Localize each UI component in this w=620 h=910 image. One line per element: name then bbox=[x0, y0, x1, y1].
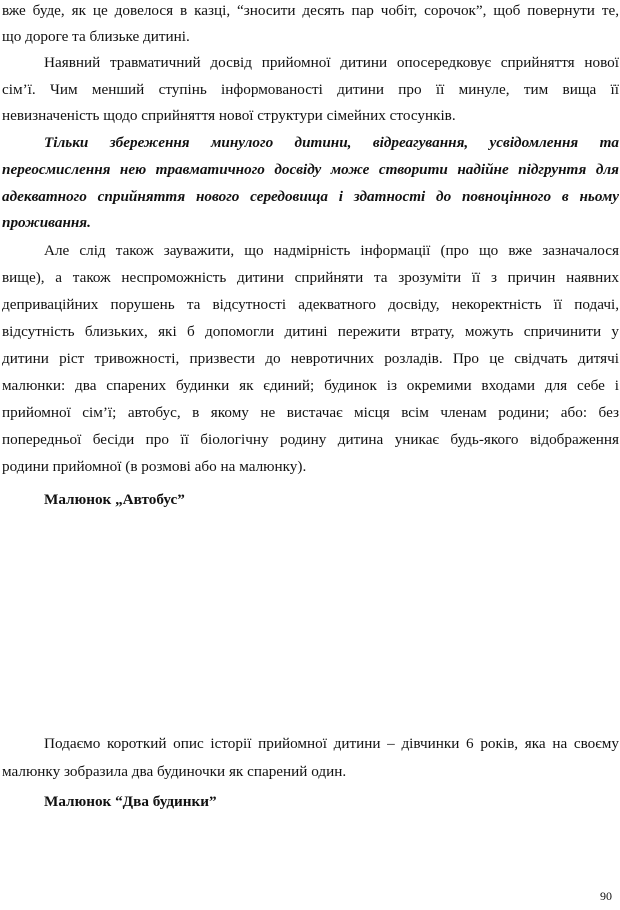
page-number: 90 bbox=[600, 889, 612, 903]
text-line: малюнку зобразила два будиночки як спарений один. bbox=[2, 763, 347, 780]
figure-caption-two-houses: Малюнок “Два будинки” bbox=[44, 793, 217, 810]
text-line: проживання. bbox=[2, 214, 91, 231]
figure-two-houses-area bbox=[2, 817, 619, 882]
text-line: попередньої бесіди про її біологічну родину дитина уникає будь-якого відображення bbox=[2, 431, 619, 448]
text-line: невизначеність щодо сприйняття нової структури сімейних стосунків. bbox=[2, 107, 456, 124]
text-line: адекватного сприйняття нового середовища і здатності до повноцінного в ньому bbox=[2, 188, 619, 205]
text-line: вище), а також неспроможність дитини сприйняти та зрозуміти її з причин наявних bbox=[2, 269, 619, 286]
figure-bus-area bbox=[2, 515, 619, 730]
text-line: що дороге та близьке дитині. bbox=[2, 28, 190, 45]
text-line: сім’ї. Чим менший ступінь інформованості дитини про її минуле, тим вища її bbox=[2, 81, 619, 98]
text-line: Тільки збереження минулого дитини, відреагування, усвідомлення та bbox=[44, 134, 619, 151]
text-line: Подаємо короткий опис історії прийомної дитини – дівчинки 6 років, яка на своєму bbox=[44, 735, 619, 752]
figure-caption-bus: Малюнок „Автобус” bbox=[44, 491, 185, 508]
text-line: прийомної сім’ї; автобус, в якому не вистачає місця всім членам родини; або: без bbox=[2, 404, 619, 421]
text-line: вже буде, як це довелося в казці, “зносити десять пар чобіт, сорочок”, щоб повернути те, bbox=[2, 2, 619, 19]
text-line: Наявний травматичний досвід прийомної дитини опосередковує сприйняття нової bbox=[44, 54, 619, 71]
text-line: Але слід також зауважити, що надмірність інформації (про що вже зазначалося bbox=[44, 242, 619, 259]
text-line: родини прийомної (в розмові або на малюнку). bbox=[2, 458, 307, 475]
text-line: деприваційних порушень та відсутності адекватного досвіду, некоректність її подачі, bbox=[2, 296, 619, 313]
text-line: відсутність близьких, які б допомогли дитині пережити втрату, можуть спричинити у bbox=[2, 323, 619, 340]
text-line: малюнки: два спарених будинки як єдиний; будинок із окремими входами для себе і bbox=[2, 377, 619, 394]
text-line: переосмислення нею травматичного досвіду може створити надійне підгрунтя для bbox=[2, 161, 619, 178]
text-line: дитини ріст тривожності, призвести до невротичних розладів. Про це свідчать дитячі bbox=[2, 350, 619, 367]
